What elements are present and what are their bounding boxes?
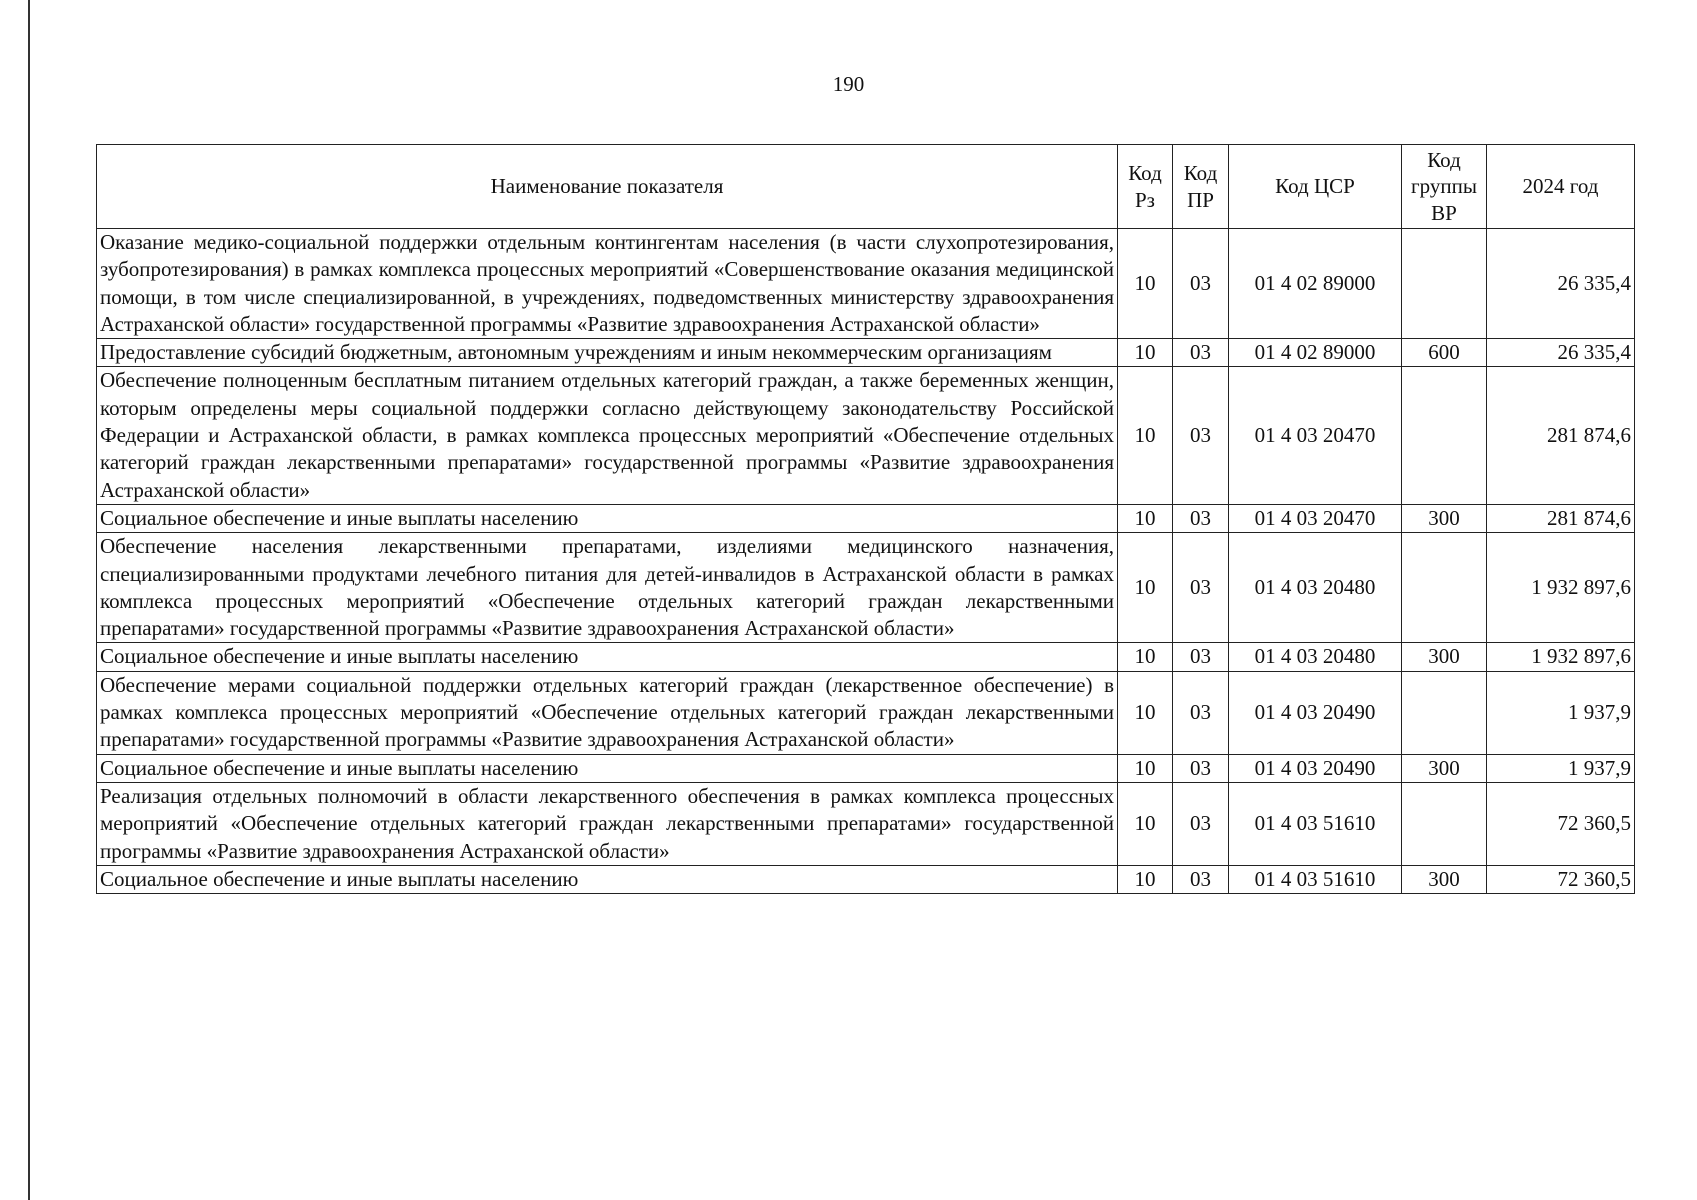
row-amount: 1 937,9 — [1487, 671, 1635, 754]
header-vr: Код группы ВР — [1402, 145, 1487, 229]
table-body — [97, 229, 1635, 894]
budget-table — [96, 144, 1635, 894]
row-rz: 10 — [1118, 504, 1173, 532]
table-row — [97, 643, 1635, 671]
row-rz: 10 — [1118, 782, 1173, 865]
row-amount: 1 932 897,6 — [1487, 643, 1635, 671]
header-year: 2024 год — [1487, 145, 1635, 229]
row-pr: 03 — [1173, 671, 1229, 754]
row-name: Реализация отдельных полномочий в области лекарственного обеспечения в рамках комплекса процессных мероприятий «Обеспечение отдельных категорий граждан лекарственными препаратами» государственной программы «Развитие здравоохранения Астраханской области» — [97, 782, 1118, 865]
row-pr: 03 — [1173, 504, 1229, 532]
row-csr: 01 4 03 20490 — [1229, 754, 1402, 782]
row-csr: 01 4 03 20480 — [1229, 643, 1402, 671]
row-csr: 01 4 02 89000 — [1229, 229, 1402, 339]
row-pr: 03 — [1173, 754, 1229, 782]
row-name: Социальное обеспечение и иные выплаты населению — [97, 865, 1118, 893]
table-row — [97, 367, 1635, 504]
row-pr: 03 — [1173, 643, 1229, 671]
row-vr: 300 — [1402, 754, 1487, 782]
row-vr — [1402, 367, 1487, 504]
row-rz: 10 — [1118, 367, 1173, 504]
header-name: Наименование показателя — [97, 145, 1118, 229]
table-row — [97, 229, 1635, 339]
row-rz: 10 — [1118, 865, 1173, 893]
header-pr: Код ПР — [1173, 145, 1229, 229]
table-row — [97, 671, 1635, 754]
row-vr: 300 — [1402, 504, 1487, 532]
row-amount: 1 937,9 — [1487, 754, 1635, 782]
row-amount: 1 932 897,6 — [1487, 533, 1635, 643]
table-row — [97, 865, 1635, 893]
row-rz: 10 — [1118, 339, 1173, 367]
row-amount: 26 335,4 — [1487, 339, 1635, 367]
row-amount: 281 874,6 — [1487, 367, 1635, 504]
table-row — [97, 339, 1635, 367]
row-vr — [1402, 782, 1487, 865]
row-csr: 01 4 03 51610 — [1229, 865, 1402, 893]
row-pr: 03 — [1173, 865, 1229, 893]
row-rz: 10 — [1118, 754, 1173, 782]
row-name: Обеспечение населения лекарственными препаратами, изделиями медицинского назначения, специализированными продуктами лечебного питания для детей-инвалидов в Астраханской области в рамках комплекса процессных мероприятий «Обеспечение отдельных категорий граждан лекарственными препаратами» государственной программы «Развитие здравоохранения Астраханской области» — [97, 533, 1118, 643]
row-amount: 281 874,6 — [1487, 504, 1635, 532]
row-name: Обеспечение полноценным бесплатным питанием отдельных категорий граждан, а также беременных женщин, которым определены меры социальной поддержки согласно действующему законодательству Российской Федерации и Астраханской области, в рамках комплекса процессных мероприятий «Обеспечение отдельных категорий граждан лекарственными препаратами» государственной программы «Развитие здравоохранения Астраханской области» — [97, 367, 1118, 504]
row-pr: 03 — [1173, 533, 1229, 643]
page-number: 190 — [832, 72, 865, 96]
row-vr: 300 — [1402, 643, 1487, 671]
left-margin-line — [28, 0, 30, 1200]
row-csr: 01 4 03 20470 — [1229, 504, 1402, 532]
row-vr — [1402, 533, 1487, 643]
row-pr: 03 — [1173, 367, 1229, 504]
row-csr: 01 4 03 20490 — [1229, 671, 1402, 754]
row-name: Оказание медико-социальной поддержки отдельным контингентам населения (в части слухопротезирования, зубопротезирования) в рамках комплекса процессных мероприятий «Совершенствование оказания медицинской помощи, в том числе специализированной, в учреждениях, подведомственных министерству здравоохранения Астраханской области» государственной программы «Развитие здравоохранения Астраханской области» — [97, 229, 1118, 339]
row-name: Социальное обеспечение и иные выплаты населению — [97, 504, 1118, 532]
row-pr: 03 — [1173, 229, 1229, 339]
table-row — [97, 533, 1635, 643]
row-csr: 01 4 03 20470 — [1229, 367, 1402, 504]
row-rz: 10 — [1118, 229, 1173, 339]
row-rz: 10 — [1118, 671, 1173, 754]
row-rz: 10 — [1118, 533, 1173, 643]
table-row — [97, 754, 1635, 782]
table-row — [97, 782, 1635, 865]
row-vr: 300 — [1402, 865, 1487, 893]
row-vr: 600 — [1402, 339, 1487, 367]
row-pr: 03 — [1173, 782, 1229, 865]
row-rz: 10 — [1118, 643, 1173, 671]
row-name: Социальное обеспечение и иные выплаты населению — [97, 643, 1118, 671]
row-csr: 01 4 02 89000 — [1229, 339, 1402, 367]
row-vr — [1402, 671, 1487, 754]
header-csr: Код ЦСР — [1229, 145, 1402, 229]
row-name: Предоставление субсидий бюджетным, автономным учреждениям и иным некоммерческим организациям — [97, 339, 1118, 367]
row-amount: 26 335,4 — [1487, 229, 1635, 339]
row-vr — [1402, 229, 1487, 339]
table-row — [97, 504, 1635, 532]
row-csr: 01 4 03 20480 — [1229, 533, 1402, 643]
header-rz: Код Рз — [1118, 145, 1173, 229]
row-csr: 01 4 03 51610 — [1229, 782, 1402, 865]
row-amount: 72 360,5 — [1487, 782, 1635, 865]
row-pr: 03 — [1173, 339, 1229, 367]
row-amount: 72 360,5 — [1487, 865, 1635, 893]
table-header — [97, 145, 1635, 229]
row-name: Социальное обеспечение и иные выплаты населению — [97, 754, 1118, 782]
row-name: Обеспечение мерами социальной поддержки отдельных категорий граждан (лекарственное обеспечение) в рамках комплекса процессных мероприятий «Обеспечение отдельных категорий граждан лекарственными препаратами» государственной программы «Развитие здравоохранения Астраханской области» — [97, 671, 1118, 754]
